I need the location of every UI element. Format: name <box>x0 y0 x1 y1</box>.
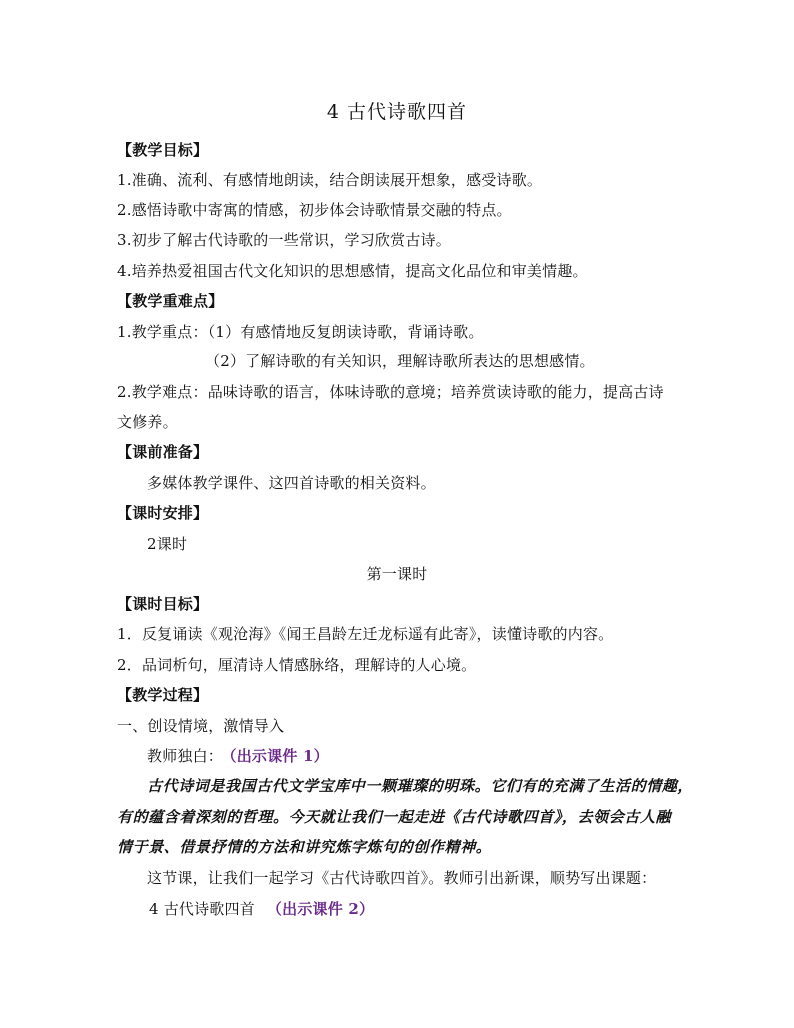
goal-1: 1.准确、流利、有感情地朗读，结合朗读展开想象，感受诗歌。 <box>117 171 543 189</box>
monologue-3: 情于景、借景抒情的方法和讲究炼字炼句的创作精神。 <box>117 838 492 856</box>
goal-2: 2.感悟诗歌中寄寓的情感，初步体会诗歌情景交融的特点。 <box>117 201 512 219</box>
prep-text: 多媒体教学课件、这四首诗歌的相关资料。 <box>147 474 436 492</box>
schedule-text: 2课时 <box>147 535 188 553</box>
key-heading: 【教学重难点】 <box>117 292 224 310</box>
schedule-heading: 【课时安排】 <box>117 504 209 522</box>
key-point-3: 2.教学难点：品味诗歌的语言，体味诗歌的意境；培养赏读诗歌的能力，提高古诗 <box>117 383 664 401</box>
lesson-goal-1: 1．反复诵读《观沧海》《闻王昌龄左迁龙标遥有此寄》，读懂诗歌的内容。 <box>117 625 614 643</box>
goal-4: 4.培养热爱祖国古代文化知识的思想感情，提高文化品位和审美情趣。 <box>117 262 588 280</box>
intro-line: 这节课，让我们一起学习《古代诗歌四首》。教师引出新课，顺势写出课题： <box>147 869 657 887</box>
courseware-1: （出示课件 1） <box>229 747 329 765</box>
goals-heading: 【教学目标】 <box>117 141 209 159</box>
teacher-label: 教师独白： <box>147 747 224 765</box>
monologue-1: 古代诗词是我国古代文学宝库中一颗璀璨的明珠。它们有的充满了生活的情趣， <box>147 777 694 795</box>
courseware-2: （出示课件 2） <box>266 900 375 918</box>
key-point-2: （2）了解诗歌的有关知识，理解诗歌所表达的思想感情。 <box>205 352 595 370</box>
topic: 4 古代诗歌四首 <box>149 900 255 918</box>
monologue-2: 有的蕴含着深刻的哲理。今天就让我们一起走进《古代诗歌四首》，去领会古人融 <box>117 808 672 826</box>
teacher-line <box>147 746 329 766</box>
page-title: 4 古代诗歌四首 <box>326 101 468 123</box>
prep-heading: 【课前准备】 <box>117 443 209 461</box>
lesson-title: 第一课时 <box>366 565 428 583</box>
key-point-1: 1.教学重点：（1）有感情地反复朗读诗歌，背诵诗歌。 <box>117 323 484 341</box>
goal-3: 3.初步了解古代诗歌的一些常识，学习欣赏古诗。 <box>117 231 451 249</box>
process-heading: 【教学过程】 <box>117 686 209 704</box>
step-1: 一、创设情境，激情导入 <box>117 717 285 735</box>
topic-line <box>149 899 374 919</box>
key-point-4: 文修养。 <box>117 413 178 431</box>
lesson-goal-2: 2．品词析句，厘清诗人情感脉络，理解诗的人心境。 <box>117 656 477 674</box>
lesson-goals-heading: 【课时目标】 <box>117 595 209 613</box>
